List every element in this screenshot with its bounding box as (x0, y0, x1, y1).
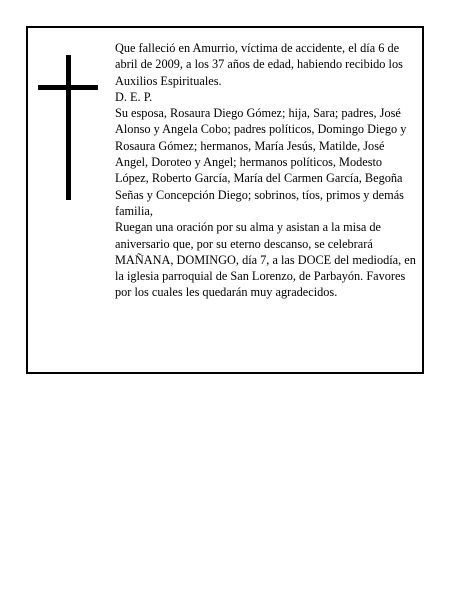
request-paragraph: Ruegan una oración por su alma y asistan a la misa de aniversario que, por su eterno descanso, se celebrará MAÑANA, DOMINGO, día 7, a las DOCE del mediodía, en la iglesia parroquial de San Lorenzo, de Parbayón. Favores por los cuales les quedarán muy agradecidos. (115, 220, 416, 300)
obituary-notice (26, 26, 424, 374)
intro-paragraph: Que falleció en Amurrio, víctima de accidente, el día 6 de abril de 2009, a los 37 años de edad, habiendo recibido los Auxilios Espirituales. (115, 41, 403, 88)
cross-vertical-bar (66, 55, 71, 200)
cross-icon (38, 55, 98, 200)
family-paragraph: Su esposa, Rosaura Diego Gómez; hija, Sara; padres, José Alonso y Angela Cobo; padres políticos, Domingo Diego y Rosaura Gómez; hermanos, María Jesús, Matilde, José Angel, Doroteo y Angel; hermanos políticos, Modesto López, Roberto García, María del Carmen García, Begoña Señas y Concepción Diego; sobrinos, tíos, primos y demás familia, (115, 106, 407, 218)
cross-horizontal-bar (38, 85, 98, 90)
notice-text (115, 40, 417, 301)
dep-line: D. E. P. (115, 89, 153, 104)
